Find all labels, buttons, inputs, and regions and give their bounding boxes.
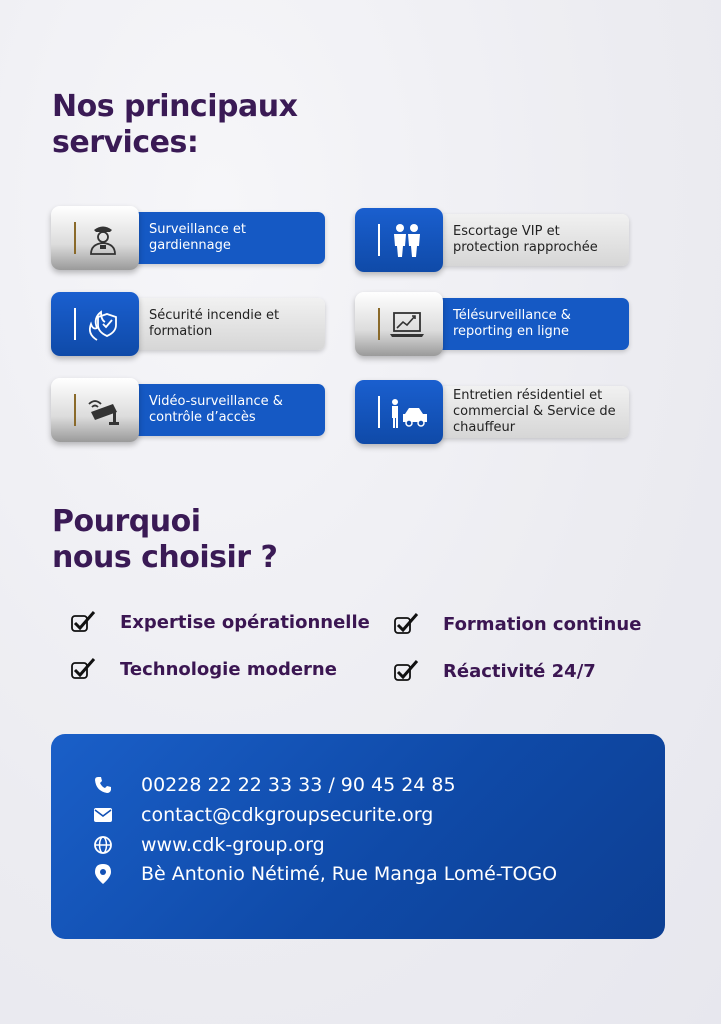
service-card-surveillance [51,206,325,270]
service-card-vip [355,208,629,272]
address-text: Bè Antonio Nétimé, Rue Manga Lomé-TOGO [141,863,558,885]
reason-label: Technologie moderne [120,658,337,680]
contact-website[interactable] [93,834,325,856]
website-text: www.cdk-group.org [141,834,325,856]
checkmark-icon [393,659,419,683]
service-label: Télésurveillance & reporting en ligne [435,298,629,350]
service-card-fire [51,292,325,356]
fire-shield-icon [83,304,123,344]
reason-label: Réactivité 24/7 [443,660,596,682]
contact-phone[interactable] [93,774,456,796]
contact-panel [51,734,665,939]
email-icon [93,805,113,825]
reason-item [393,612,641,636]
contact-email[interactable] [93,804,433,826]
service-label: Surveillance et gardiennage [131,212,325,264]
service-card-maintenance [355,380,629,444]
cleaning-car-icon [387,392,431,432]
checkmark-icon [70,610,96,634]
reason-item [70,657,337,681]
why-heading-line1: Pourquoi [52,504,201,539]
service-card-video [51,378,325,442]
services-heading-line2: services: [52,125,199,160]
service-label: Vidéo-surveillance & contrôle d’accès [131,384,325,436]
services-heading-line1: Nos principaux [52,89,298,124]
reason-label: Formation continue [443,613,642,635]
why-heading [52,504,277,576]
location-pin-icon [93,864,113,884]
checkmark-icon [393,612,419,636]
bodyguards-icon [387,220,427,260]
services-heading [52,89,297,161]
why-heading-line2: nous choisir ? [52,540,278,575]
service-label: Sécurité incendie et formation [131,298,325,350]
service-label: Entretien résidentiel et commercial & Service de chauffeur [435,386,629,438]
phone-text: 00228 22 22 33 33 / 90 45 24 85 [141,774,456,796]
contact-address [93,863,557,885]
phone-icon [93,775,113,795]
laptop-chart-icon [387,304,427,344]
checkmark-icon [70,657,96,681]
globe-icon [93,835,113,855]
reason-item [70,610,370,634]
service-card-telesurveillance [355,292,629,356]
service-label: Escortage VIP et protection rapprochée [435,214,629,266]
reason-label: Expertise opérationnelle [120,611,370,633]
cctv-camera-icon [83,390,123,430]
security-guard-icon [83,218,123,258]
reason-item [393,659,596,683]
email-text: contact@cdkgroupsecurite.org [141,804,434,826]
